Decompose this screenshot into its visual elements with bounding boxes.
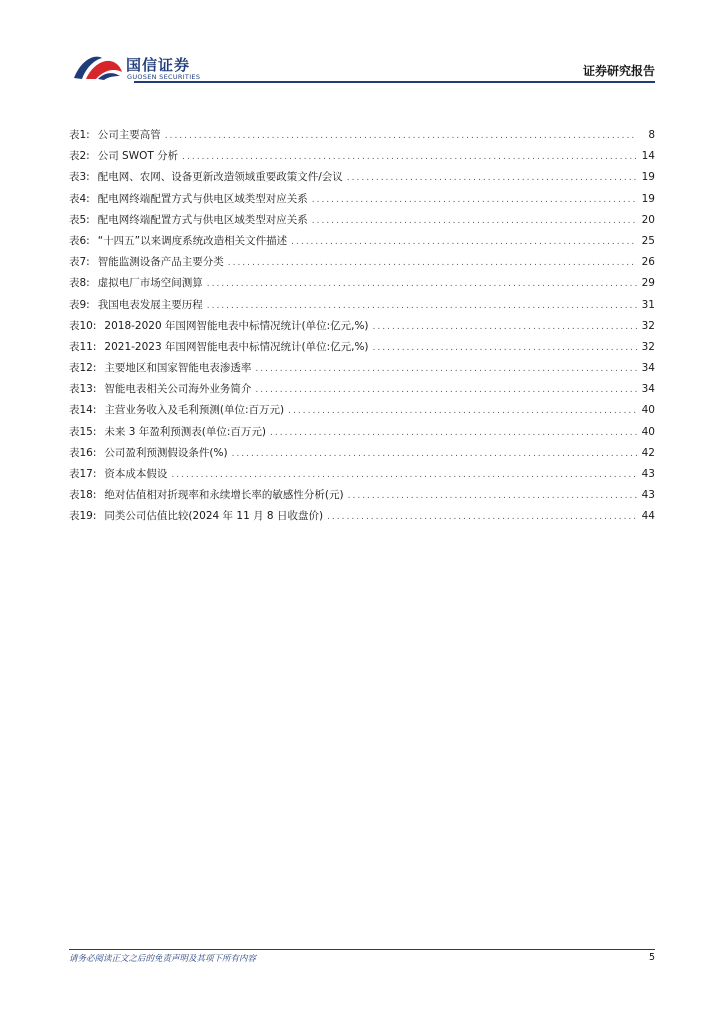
toc-dot-leader bbox=[165, 126, 637, 147]
logo-chinese-name: 国信证券 bbox=[126, 56, 191, 74]
toc-entry-title[interactable]: 2018-2020 年国网智能电表中标情况统计(单位:亿元,%) bbox=[104, 319, 369, 332]
toc-entry-title[interactable]: 配电网、农网、设备更新改造领域重要政策文件/会议 bbox=[97, 171, 343, 184]
toc-entry-label: 表8: bbox=[69, 277, 90, 290]
toc-dot-leader bbox=[373, 317, 637, 338]
toc-entry-label: 表16: bbox=[69, 446, 97, 459]
toc-entry-title[interactable]: 主要地区和国家智能电表渗透率 bbox=[104, 362, 252, 375]
toc-dot-leader bbox=[288, 401, 637, 422]
toc-entry-label: 表4: bbox=[69, 192, 90, 205]
page-header bbox=[0, 0, 724, 90]
toc-dot-leader bbox=[255, 380, 637, 401]
toc-entry-page[interactable]: 26 bbox=[641, 256, 655, 269]
toc-entry[interactable] bbox=[69, 316, 655, 337]
toc-entry-label: 表11: bbox=[69, 340, 97, 353]
toc-entry[interactable] bbox=[69, 464, 655, 485]
toc-entry-page[interactable]: 32 bbox=[641, 340, 655, 353]
disclaimer-note: 请务必阅读正文之后的免责声明及其项下所有内容 bbox=[69, 954, 257, 964]
toc-entry[interactable] bbox=[69, 252, 655, 273]
logo-english-name: GUOSEN SECURITIES bbox=[127, 73, 201, 81]
toc-entry-title[interactable]: 同类公司估值比较(2024 年 11 月 8 日收盘价) bbox=[104, 510, 324, 523]
toc-entry-title[interactable]: 主营业务收入及毛利预测(单位:百万元) bbox=[104, 404, 285, 417]
toc-entry-label: 表7: bbox=[69, 256, 90, 269]
toc-entry-label: 表18: bbox=[69, 489, 97, 502]
toc-entry[interactable] bbox=[69, 273, 655, 294]
toc-entry-title[interactable]: 2021-2023 年国网智能电表中标情况统计(单位:亿元,%) bbox=[104, 340, 369, 353]
toc-entry-label: 表9: bbox=[69, 298, 90, 311]
toc-entry-label: 表17: bbox=[69, 468, 97, 480]
toc-entry-title[interactable]: 公司 SWOT 分析 bbox=[97, 150, 179, 163]
footer-divider bbox=[69, 949, 655, 950]
toc-entry-label: 表12: bbox=[69, 362, 97, 375]
toc-entry-title[interactable]: 我国电表发展主要历程 bbox=[97, 298, 203, 311]
toc-entry-title[interactable]: 配电网终端配置方式与供电区域类型对应关系 bbox=[97, 213, 308, 226]
toc-entry-page[interactable]: 40 bbox=[641, 404, 655, 417]
toc-entry[interactable] bbox=[69, 358, 655, 379]
header-divider bbox=[134, 81, 655, 83]
toc-entry-title[interactable]: 虚拟电厂市场空间测算 bbox=[97, 277, 203, 290]
toc-entry-page[interactable]: 43 bbox=[641, 489, 655, 502]
toc-entry-page[interactable]: 25 bbox=[641, 234, 655, 247]
toc-entry-page[interactable]: 29 bbox=[641, 277, 655, 290]
toc-dot-leader bbox=[312, 190, 637, 211]
guosen-logo bbox=[72, 52, 242, 84]
toc-entry-page[interactable]: 19 bbox=[641, 171, 655, 184]
toc-dot-leader bbox=[232, 444, 637, 465]
toc-entry[interactable] bbox=[69, 295, 655, 316]
toc-entry[interactable] bbox=[69, 210, 655, 231]
toc-entry-page[interactable]: 31 bbox=[641, 298, 655, 311]
toc-entry-page[interactable]: 42 bbox=[641, 446, 655, 459]
toc-dot-leader bbox=[347, 168, 637, 189]
toc-entry-label: 表15: bbox=[69, 425, 97, 438]
toc-entry[interactable] bbox=[69, 422, 655, 443]
toc-entry[interactable] bbox=[69, 189, 655, 210]
toc-entry-page[interactable]: 32 bbox=[641, 319, 655, 332]
toc-entry-title[interactable]: 配电网终端配置方式与供电区域类型对应关系 bbox=[97, 192, 308, 205]
guosen-logo-mark-icon bbox=[72, 52, 124, 82]
toc-entry-title[interactable]: 智能电表相关公司海外业务简介 bbox=[104, 383, 252, 396]
toc-entry-label: 表13: bbox=[69, 383, 97, 396]
toc-dot-leader bbox=[182, 147, 637, 168]
toc-entry[interactable] bbox=[69, 485, 655, 506]
toc-entry-title[interactable]: 未来 3 年盈利预测表(单位:百万元) bbox=[104, 425, 266, 438]
toc-dot-leader bbox=[312, 211, 637, 232]
toc-dot-leader bbox=[373, 338, 637, 359]
toc-entry-label: 表19: bbox=[69, 510, 97, 523]
toc-entry[interactable] bbox=[69, 146, 655, 167]
toc-entry-page[interactable]: 40 bbox=[641, 425, 655, 438]
toc-entry[interactable] bbox=[69, 337, 655, 358]
toc-entry-title[interactable]: “十四五”以来调度系统改造相关文件描述 bbox=[97, 234, 288, 247]
page-number: 5 bbox=[648, 952, 655, 963]
toc-entry[interactable] bbox=[69, 231, 655, 252]
toc-entry-page[interactable]: 20 bbox=[641, 213, 655, 226]
toc-entry-page[interactable]: 43 bbox=[641, 468, 655, 480]
toc-dot-leader bbox=[171, 465, 637, 486]
toc-entry-page[interactable]: 34 bbox=[641, 383, 655, 396]
report-type-label: 证券研究报告 bbox=[582, 64, 655, 78]
toc-dot-leader bbox=[270, 423, 637, 444]
toc-entry-page[interactable]: 34 bbox=[641, 362, 655, 375]
toc-dot-leader bbox=[207, 296, 637, 317]
toc-entry-page[interactable]: 19 bbox=[641, 192, 655, 205]
toc-entry-page[interactable]: 14 bbox=[641, 150, 655, 163]
table-list-of-tables bbox=[69, 125, 655, 528]
toc-entry-page[interactable]: 44 bbox=[641, 510, 655, 523]
toc-entry-title[interactable]: 公司主要高管 bbox=[97, 129, 161, 141]
toc-entry[interactable] bbox=[69, 125, 655, 146]
toc-entry-page[interactable]: 8 bbox=[648, 129, 655, 141]
toc-entry[interactable] bbox=[69, 443, 655, 464]
toc-entry[interactable] bbox=[69, 506, 655, 527]
toc-entry-title[interactable]: 公司盈利预测假设条件(%) bbox=[104, 446, 228, 459]
toc-entry-label: 表2: bbox=[69, 150, 90, 163]
toc-entry-label: 表5: bbox=[69, 213, 90, 226]
toc-entry[interactable] bbox=[69, 379, 655, 400]
toc-entry-label: 表10: bbox=[69, 319, 97, 332]
toc-dot-leader bbox=[327, 507, 637, 528]
toc-dot-leader bbox=[228, 253, 637, 274]
toc-entry-title[interactable]: 绝对估值相对折现率和永续增长率的敏感性分析(元) bbox=[104, 489, 344, 502]
toc-entry-label: 表6: bbox=[69, 234, 90, 247]
toc-entry-label: 表14: bbox=[69, 404, 97, 417]
toc-entry-label: 表3: bbox=[69, 171, 90, 184]
toc-entry-label: 表1: bbox=[69, 129, 90, 141]
toc-entry-title[interactable]: 资本成本假设 bbox=[104, 468, 168, 480]
toc-entry-title[interactable]: 智能监测设备产品主要分类 bbox=[97, 256, 224, 269]
toc-dot-leader bbox=[348, 486, 637, 507]
toc-entry[interactable] bbox=[69, 400, 655, 421]
toc-entry[interactable] bbox=[69, 167, 655, 188]
toc-dot-leader bbox=[255, 359, 637, 380]
toc-dot-leader bbox=[207, 274, 637, 295]
toc-dot-leader bbox=[291, 232, 637, 253]
